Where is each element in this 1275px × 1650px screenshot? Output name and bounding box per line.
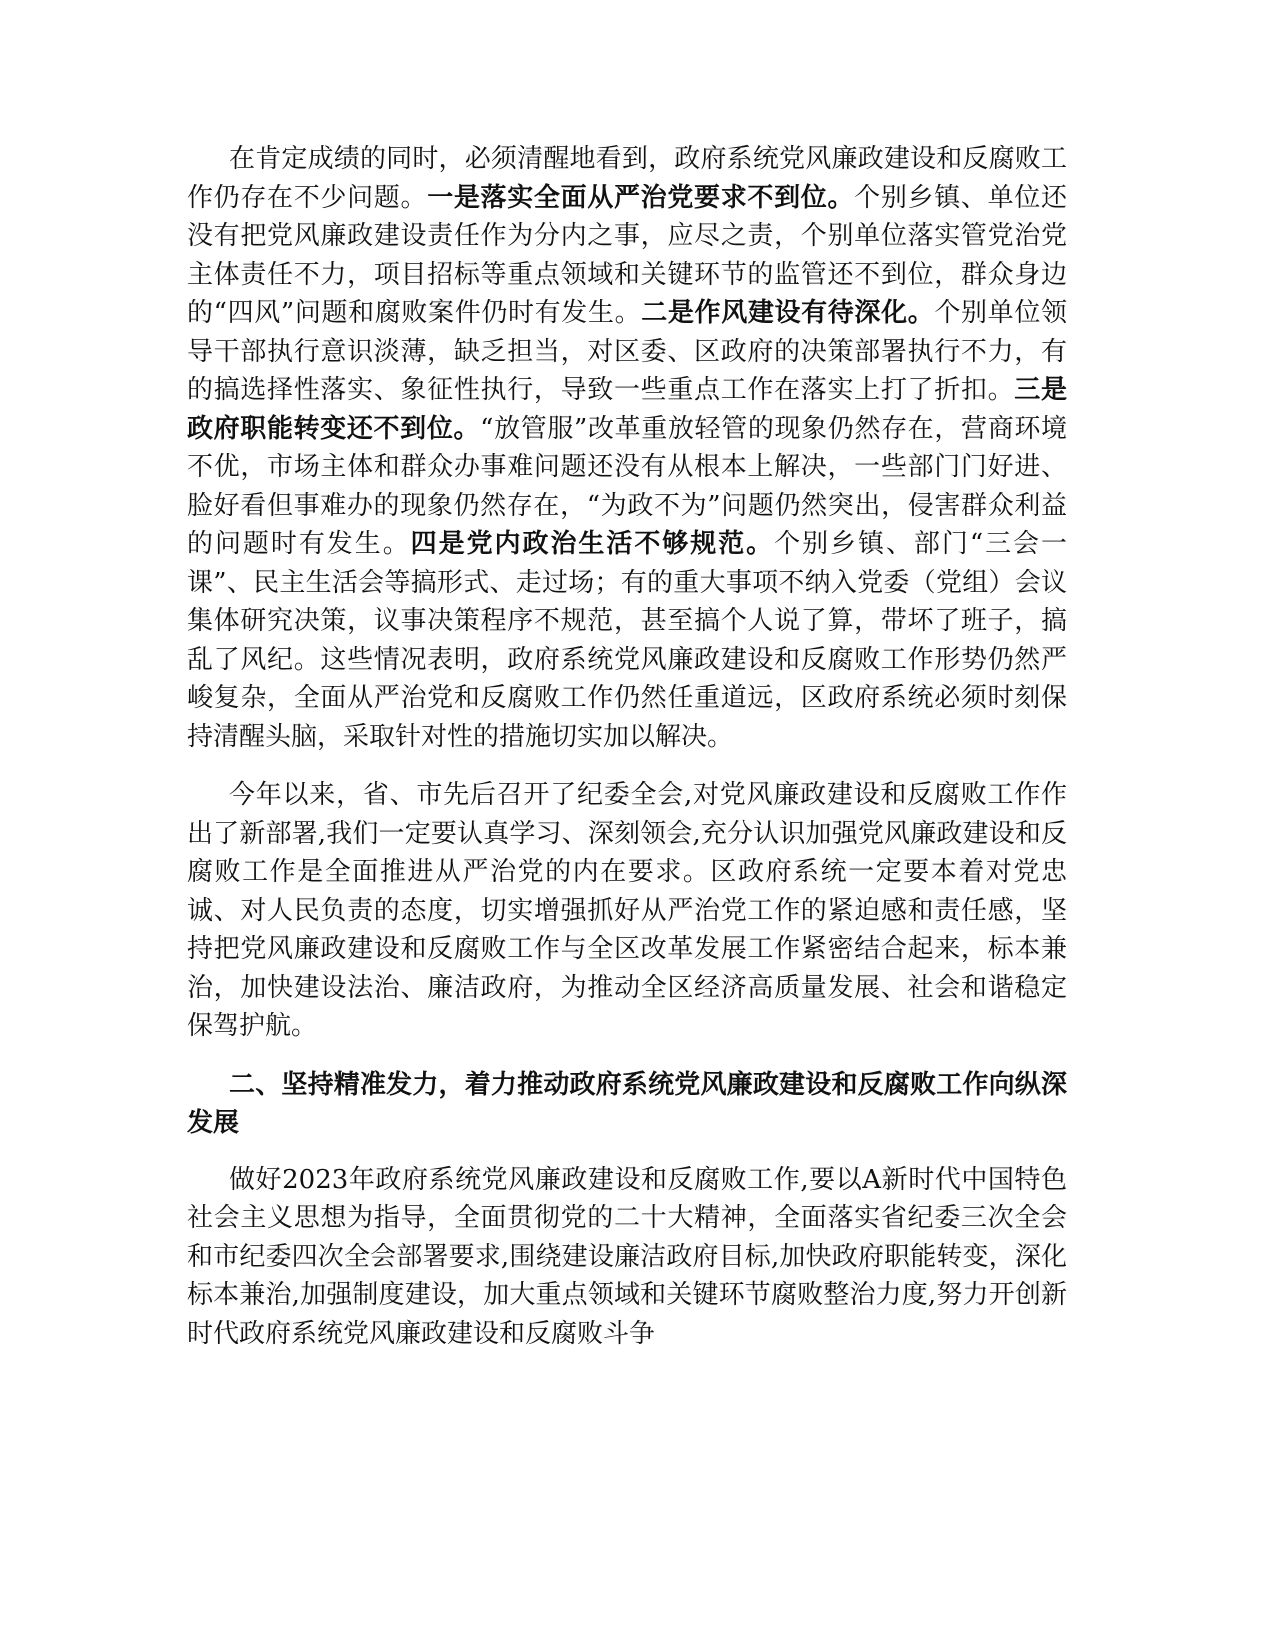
- bold-point-4: 四是党内政治生活不够规范。: [410, 529, 775, 559]
- section-heading: 二、坚持精准发力，着力推动政府系统党风廉政建设和反腐败工作向纵深发展: [187, 1069, 1067, 1138]
- bold-point-2: 二是作风建设有待深化。: [641, 298, 935, 328]
- paragraph-text: 个别乡镇、部门“三会一课”、民主生活会等搞形式、走过场；有的重大事项不纳入党委（党组）会议集体研究决策，议事决策程序不规范，甚至搞个人说了算，带坏了班子，搞乱了风纪。这些情况表明，政府系统党风廉政建设和反腐败工作形势仍然严峻复杂，全面从严治党和反腐败工作仍然任重道远，区政府系统必须时刻保持清醒头脑，采取针对性的措施切实加以解决。: [187, 529, 1067, 752]
- bold-point-3: 三是政府职能转变还不到位。: [187, 375, 1067, 444]
- bold-point-1: 一是落实全面从严治党要求不到位。: [427, 182, 855, 213]
- paragraph-text: 个别乡镇、单位还没有把党风廉政建设责任作为分内之事，应尽之责，个别单位落实管党治党主体责任不力，项目招标等重点领域和关键环节的监管还不到位，群众身边的“四风”问题和腐败案件仍时有发生。: [187, 182, 1067, 328]
- paragraph-text: “放管服”改革重放轻管的现象仍然存在，营商环境不优，市场主体和群众办事难问题还没有从根本上解决，一些部门门好进、脸好看但事难办的现象仍然存在，“为政不为”问题仍然突出，侵害群众利益的问题时有发生。: [187, 413, 1067, 559]
- body-paragraph-deployment: 今年以来，省、市先后召开了纪委全会,对党风廉政建设和反腐败工作作出了新部署,我们一定要认真学习、深刻领会,充分认识加强党风廉政建设和反腐败工作是全面推进从严治党的内在要求。区政府系统一定要本着对党忠诚、对人民负责的态度，切实增强抓好从严治党工作的紧迫感和责任感，坚持把党风廉政建设和反腐败工作与全区改革发展工作紧密结合起来，标本兼治，加快建设法治、廉洁政府，为推动全区经济高质量发展、社会和谐稳定保驾护航。: [187, 780, 1067, 1041]
- paragraph-text: 在肯定成绩的同时，必须清醒地看到，政府系统党风廉政建设和反腐败工作仍存在不少问题。: [187, 144, 1067, 213]
- body-paragraph-2023-work: 做好2023年政府系统党风廉政建设和反腐败工作,要以A新时代中国特色社会主义思想为指导，全面贯彻党的二十大精神，全面落实省纪委三次全会和市纪委四次全会部署要求,围绕建设廉洁政府目标,加快政府职能转变，深化标本兼治,加强制度建设，加大重点领域和关键环节腐败整治力度,努力开创新时代政府系统党风廉政建设和反腐败斗争: [187, 1164, 1067, 1349]
- document-page: [187, 140, 1067, 1373]
- body-paragraph-problems: [187, 140, 1067, 756]
- paragraph-text: 个别单位领导干部执行意识淡薄，缺乏担当，对区委、区政府的决策部署执行不力，有的搞选择性落实、象征性执行，导致一些重点工作在落实上打了折扣。: [187, 298, 1067, 405]
